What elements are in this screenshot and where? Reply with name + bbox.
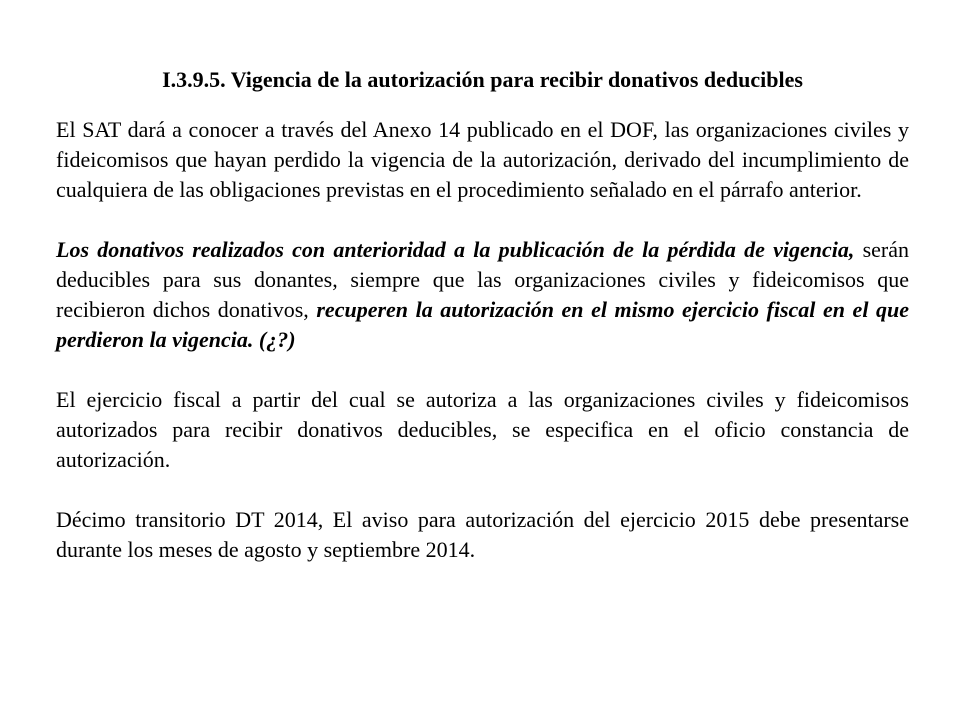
emphasis-donativos-realizados: Los donativos realizados con anterioridad a la publicación de la pérdida de vigencia, — [56, 236, 855, 262]
paragraph-decimo-transitorio: Décimo transitorio DT 2014, El aviso para autorización del ejercicio 2015 debe presentarse durante los meses de agosto y septiembre 2014. — [56, 506, 909, 562]
emphasis-recuperen-autorizacion: recuperen la autorización en el mismo ejercicio fiscal en el que perdieron la vigencia. (¿?) — [56, 296, 909, 352]
section-title: I.3.9.5. Vigencia de la autorización para recibir donativos deducibles — [162, 67, 803, 92]
paragraph-anexo-14: El SAT dará a conocer a través del Anexo 14 publicado en el DOF, las organizaciones civiles y fideicomisos que hayan perdido la vigencia de la autorización, derivado del incumplimiento de cualquiera de las obligaciones previstas en el procedimiento señalado en el párrafo anterior. — [56, 116, 909, 202]
slide-content — [56, 66, 909, 595]
paragraph-donativos-text: serán deducibles para sus donantes, siempre que las organizaciones civiles y fideicomisos que recibieron dichos donativos, — [56, 236, 909, 322]
paragraph-ejercicio-fiscal: El ejercicio fiscal a partir del cual se autoriza a las organizaciones civiles y fideicomisos autorizados para recibir donativos deducibles, se especifica en el oficio constancia de autorización. — [56, 386, 909, 472]
paragraph-donativos-vigencia — [56, 235, 909, 355]
